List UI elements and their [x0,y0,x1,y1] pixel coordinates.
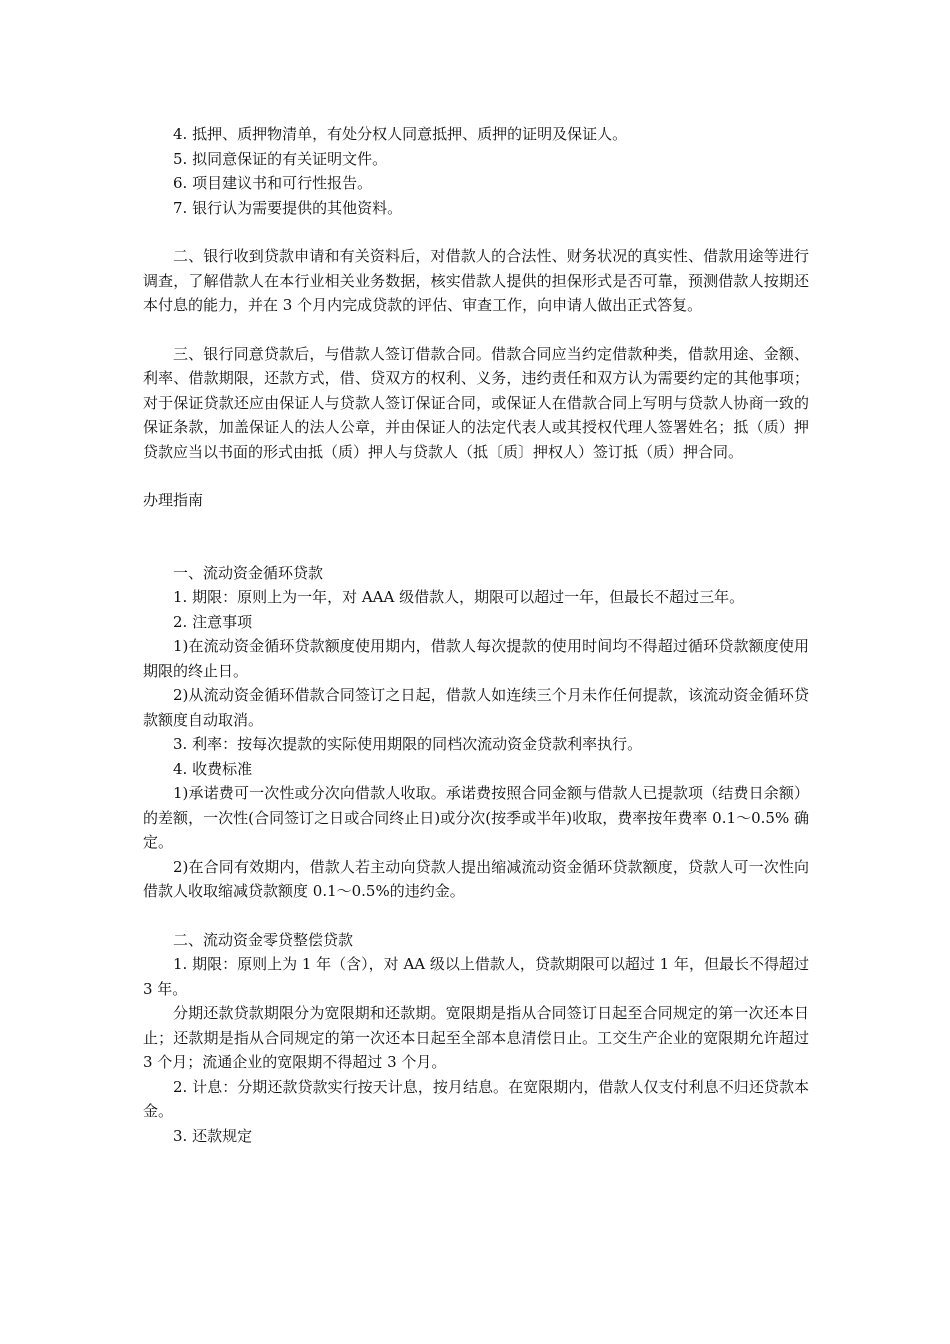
spacer [143,904,809,928]
section1-notes-title: 2. 注意事项 [173,612,253,631]
list-item-5: 5. 拟同意保证的有关证明文件。 [173,149,388,168]
document-page [143,122,809,1148]
section1-title: 一、流动资金循环贷款 [173,563,324,582]
section2-interest: 2. 计息：分期还款贷款实行按天计息，按月结息。在宽限期内，借款人仅支付利息不归还贷款本金。 [143,1077,809,1120]
section1-note-1: 1)在流动资金循环贷款额度使用期内，借款人每次提款的使用时间均不得超过循环贷款额度使用期限的终止日。 [143,637,809,680]
section1-fee-2: 2)在合同有效期内，借款人若主动向贷款人提出缩减流动资金循环贷款额度，贷款人可一次性向借款人收取缩减贷款额度 0.1～0.5%的违约金。 [143,857,809,900]
list-item-6: 6. 项目建议书和可行性报告。 [173,174,373,192]
list-item-7: 7. 银行认为需要提供的其他资料。 [173,198,403,217]
section1-note-2: 2)从流动资金循环借款合同签订之日起，借款人如连续三个月未作任何提款，该流动资金循环贷款额度自动取消。 [143,686,809,729]
section1-fee-title: 4. 收费标准 [173,759,253,778]
section2-installment: 分期还款贷款期限分为宽限期和还款期。宽限期是指从合同签订日起至合同规定的第一次还本日止；还款期是指从合同规定的第一次还本日起至全部本息清偿日止。工交生产企业的宽限期允许超过 3 个月；流通企业的宽限期不得超过 3 个月。 [143,1004,809,1071]
section2-term: 1. 期限：原则上为 1 年（含），对 AA 级以上借款人，贷款期限可以超过 1 年，但最长不得超过 3 年。 [143,955,809,998]
spacer [143,318,809,342]
spacer [143,513,809,561]
section2-title: 二、流动资金零贷整偿贷款 [173,930,354,949]
section2-repayment-title: 3. 还款规定 [173,1126,253,1145]
paragraph-loan-contract: 三、银行同意贷款后，与借款人签订借款合同。借款合同应当约定借款种类，借款用途、金额、利率、借款期限，还款方式，借、贷双方的权利、义务，违约责任和双方认为需要约定的其他事项；对于保证贷款还应由保证人与贷款人签订保证合同，或保证人在借款合同上写明与贷款人协商一致的保证条款，加盖保证人的法人公章，并由保证人的法定代表人或其授权代理人签署姓名；抵（质）押贷款应当以书面的形式由抵（质）押人与贷款人（抵〔质〕押权人）签订抵（质）押合同。 [143,344,809,461]
section1-fee-1: 1)承诺费可一次性或分次向借款人收取。承诺费按照合同金额与借款人已提款项（结费日余额）的差额，一次性(合同签订之日或合同终止日)或分次(按季或半年)收取，费率按年费率 0.1～0.5% 确定。 [143,784,809,851]
section1-term: 1. 期限：原则上为一年，对 AAA 级借款人，期限可以超过一年，但最长不超过三年。 [173,588,745,606]
list-item-4: 4. 抵押、质押物清单，有处分权人同意抵押、质押的证明及保证人。 [173,125,628,143]
paragraph-bank-review: 二、银行收到贷款申请和有关资料后，对借款人的合法性、财务状况的真实性、借款用途等进行调查，了解借款人在本行业相关业务数据，核实借款人提供的担保形式是否可靠，预测借款人按期还本付息的能力，并在 3 个月内完成贷款的评估、审查工作，向申请人做出正式答复。 [143,247,809,314]
guide-title: 办理指南 [143,491,204,509]
spacer [143,464,809,488]
spacer [143,220,809,244]
section1-rate: 3. 利率：按每次提款的实际使用期限的同档次流动资金贷款利率执行。 [173,735,643,753]
